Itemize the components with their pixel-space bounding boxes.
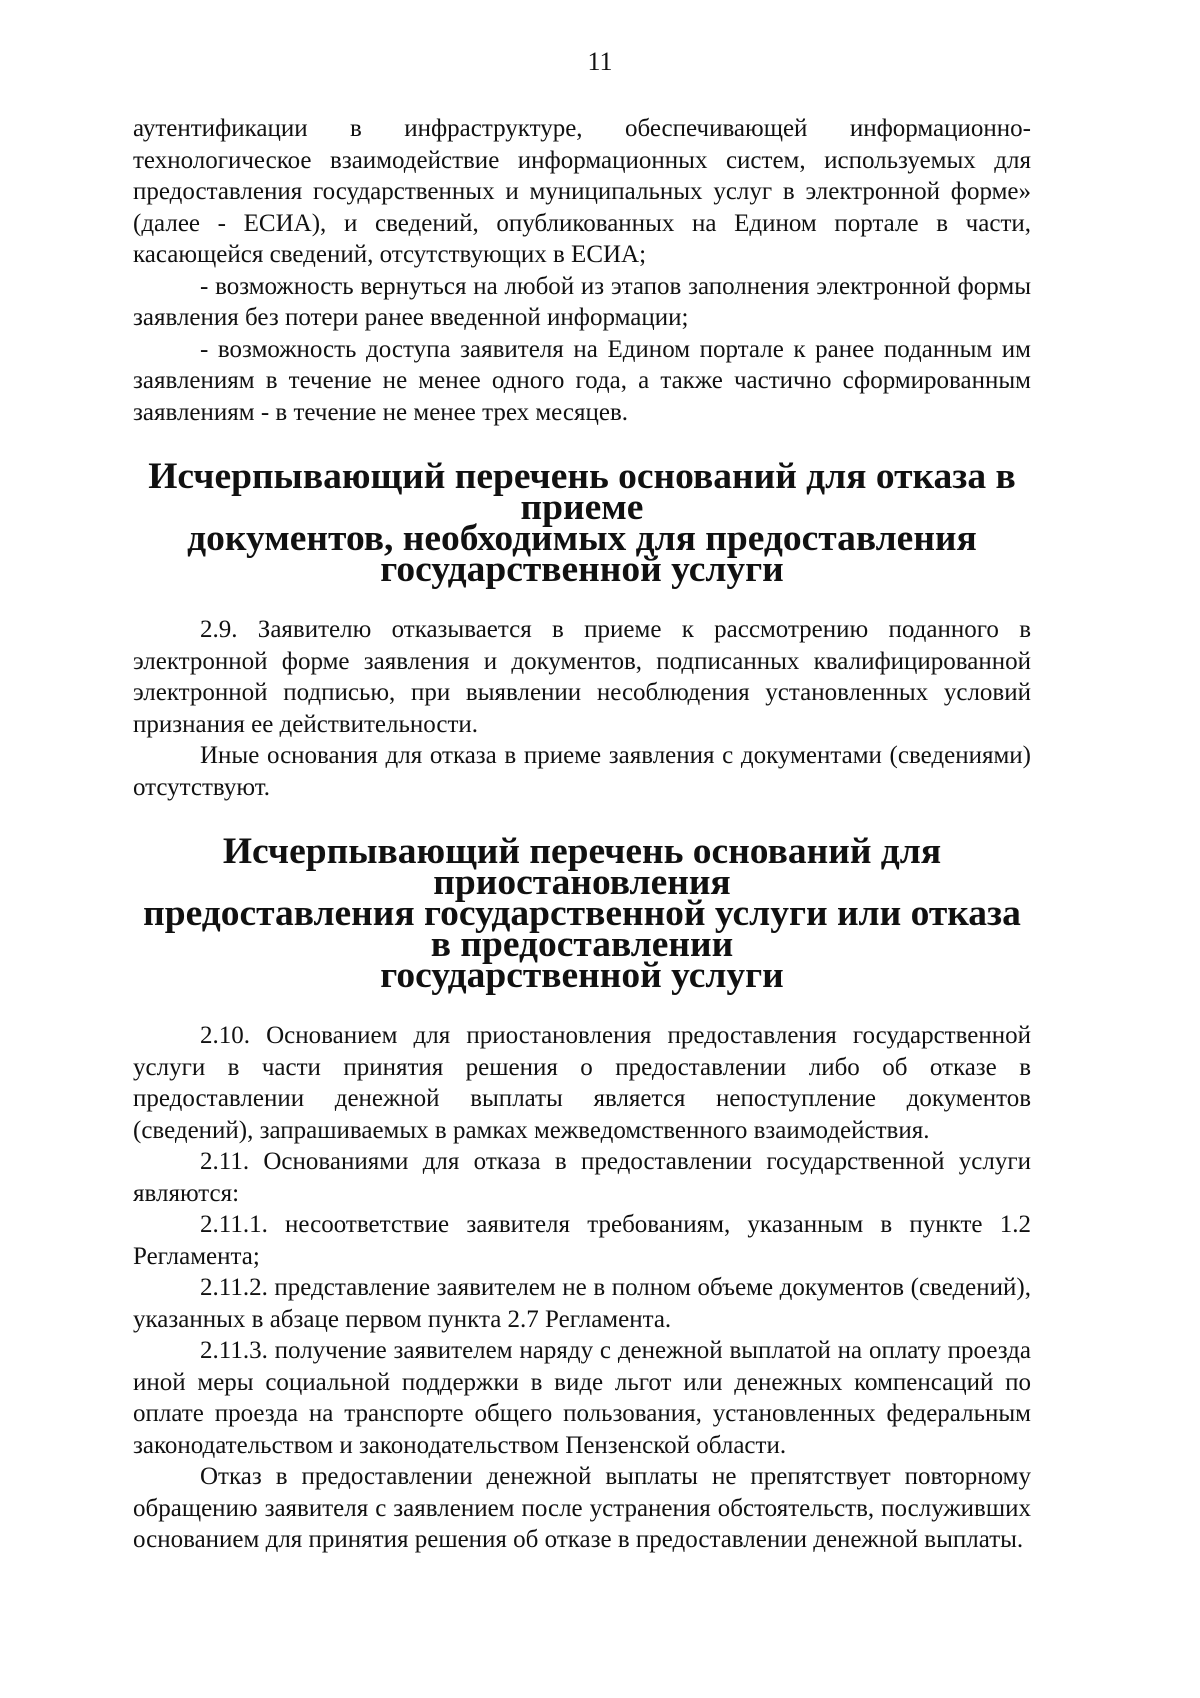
paragraph-2-11-1: 2.11.1. несоответствие заявителя требованиям, указанным в пункте 1.2 Регламента; xyxy=(133,1211,1031,1270)
paragraph-refusal-not-obstacle: Отказ в предоставлении денежной выплаты не препятствует повторному обращению заявителя с заявлением после устранения обстоятельств, послуживших основанием для принятия решения об отказе в предоставлении денежной выплаты. xyxy=(133,1463,1031,1553)
heading-line: государственной услуги xyxy=(380,955,784,996)
paragraph-2-10: 2.10. Основанием для приостановления предоставления государственной услуги в части принятия решения о предоставлении либо об отказе в предоставлении денежной выплаты является непоступление документов (сведений), запрашиваемых в рамках межведомственного взаимодействия. xyxy=(133,1022,1031,1144)
paragraph-2-11-3: 2.11.3. получение заявителем наряду с денежной выплатой на оплату проезда иной меры социальной поддержки в виде льгот или денежных компенсаций по оплате проезда на транспорте общего пользования, установленных федеральным законодательством и законодательством Пензенской области. xyxy=(133,1337,1031,1459)
bullet-return-to-step: - возможность вернуться на любой из этапов заполнения электронной формы заявления без потери ранее введенной информации; xyxy=(133,272,1031,331)
heading-line: государственной услуги xyxy=(380,549,784,590)
paragraph-2-11-2: 2.11.2. представление заявителем не в полном объеме документов (сведений), указанных в абзаце первом пункта 2.7 Регламента. xyxy=(133,1274,1031,1333)
heading-line: документов, необходимых для предоставления xyxy=(187,518,977,559)
intro-paragraph: аутентификации в инфраструктуре, обеспечивающей информационно-технологическое взаимодействие информационных систем, используемых для предоставления государственных и муниципальных услуг в электронной форме» (далее - ЕСИА), и сведений, опубликованных на Едином портале в части, касающейся сведений, отсутствующих в ЕСИА; xyxy=(133,115,1031,268)
paragraph-2-9: 2.9. Заявителю отказывается в приеме к рассмотрению поданного в электронной форме заявления и документов, подписанных квалифицированной электронной подписью, при выявлении несоблюдения установленных условий признания ее действительности. xyxy=(133,616,1031,738)
document-body xyxy=(133,113,1031,1556)
heading-line: Исчерпывающий перечень оснований для приостановления xyxy=(222,831,942,903)
paragraph-2-11: 2.11. Основаниями для отказа в предоставлении государственной услуги являются: xyxy=(133,1148,1031,1207)
heading-suspension-refusal xyxy=(133,831,1031,996)
heading-refusal-acceptance xyxy=(133,456,1031,590)
heading-line: Исчерпывающий перечень оснований для отказа в приеме xyxy=(148,456,1016,528)
heading-line: предоставления государственной услуги или отказа в предоставлении xyxy=(143,893,1021,965)
bullet-access-applications: - возможность доступа заявителя на Едином портале к ранее поданным им заявлениям в течение не менее одного года, а также частично сформированным заявлениям - в течение не менее трех месяцев. xyxy=(133,335,1031,426)
page-number: 11 xyxy=(587,47,613,76)
paragraph-no-other-grounds: Иные основания для отказа в приеме заявления с документами (сведениями) отсутствуют. xyxy=(133,742,1031,801)
